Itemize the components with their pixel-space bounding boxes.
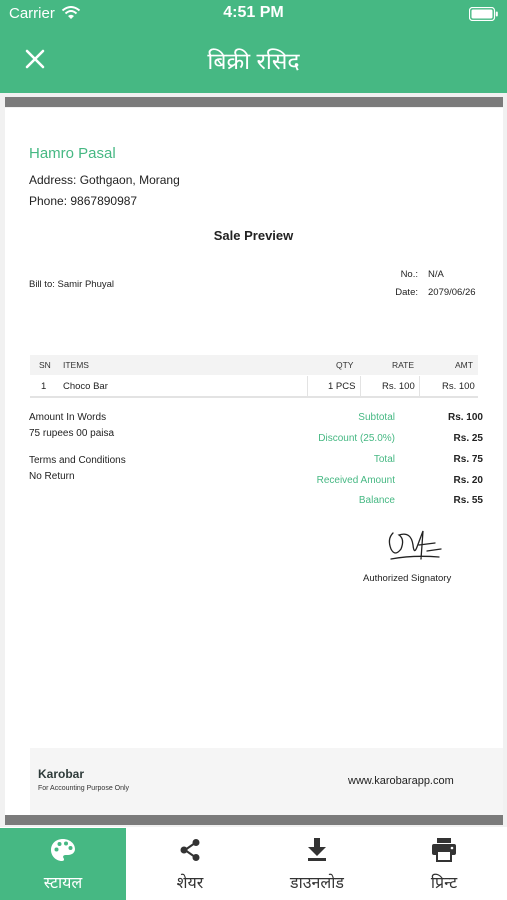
clock: 4:51 PM	[223, 4, 284, 21]
app-header	[0, 0, 507, 93]
shop-phone: Phone: 9867890987	[29, 194, 138, 208]
terms-value: No Return	[29, 471, 75, 482]
amount-in-words-label: Amount In Words	[29, 412, 107, 423]
carrier-label: Carrier	[9, 5, 55, 22]
table-row	[30, 376, 478, 398]
row-qty: 1 PCS	[328, 381, 356, 392]
tab-print[interactable]	[381, 828, 507, 900]
palette-icon	[50, 838, 76, 862]
balance-value: Rs. 55	[453, 495, 483, 506]
discount-value: Rs. 25	[453, 433, 483, 444]
balance-label: Balance	[358, 495, 395, 506]
row-item: Choco Bar	[63, 381, 108, 392]
signature-image	[383, 525, 445, 565]
share-icon	[177, 838, 203, 862]
shop-name: Hamro Pasal	[29, 145, 116, 162]
tab-share[interactable]	[127, 828, 253, 900]
tab-download-label: डाउनलोड	[290, 875, 344, 892]
bill-date-value: 2079/06/26	[428, 287, 476, 298]
col-sn: SN	[39, 360, 51, 370]
col-qty: QTY	[336, 360, 354, 370]
bill-number-value: N/A	[428, 269, 444, 280]
shop-address: Address: Gothgaon, Morang	[29, 173, 180, 187]
row-rate: Rs. 100	[382, 381, 415, 392]
bill-number-label: No.:	[400, 269, 418, 280]
total-label: Total	[373, 454, 395, 465]
row-amt: Rs. 100	[442, 381, 475, 392]
preview-title: Sale Preview	[213, 228, 294, 243]
subtotal-label: Subtotal	[358, 412, 395, 423]
tab-style[interactable]	[0, 828, 126, 900]
battery-icon	[469, 7, 499, 21]
discount-label: Discount (25.0%)	[318, 433, 395, 444]
download-icon	[304, 838, 330, 862]
col-items: ITEMS	[63, 360, 89, 370]
authorized-signatory-label: Authorized Signatory	[363, 573, 452, 584]
col-amt: AMT	[455, 360, 473, 370]
tab-print-label: प्रिन्ट	[430, 875, 458, 892]
row-sn: 1	[41, 381, 47, 392]
terms-label: Terms and Conditions	[29, 455, 126, 466]
tab-share-label: शेयर	[176, 875, 204, 892]
table-divider	[307, 376, 308, 398]
print-icon	[431, 838, 457, 862]
bill-to: Bill to: Samir Phuyal	[29, 279, 115, 290]
bottom-divider	[5, 815, 503, 825]
received-amount-value: Rs. 20	[453, 475, 483, 486]
items-table-header	[30, 355, 478, 375]
website-link: www.karobarapp.com	[348, 775, 454, 787]
tab-download[interactable]	[254, 828, 380, 900]
brand-tagline: For Accounting Purpose Only	[38, 785, 130, 792]
amount-in-words-value: 75 rupees 00 paisa	[29, 428, 115, 439]
table-divider	[419, 376, 420, 398]
bottom-tab-bar	[0, 828, 507, 900]
total-value: Rs. 75	[453, 454, 483, 465]
page-title: बिक्री रसिद	[207, 48, 300, 74]
tab-style-label: स्टायल	[43, 875, 83, 892]
top-divider	[5, 97, 503, 107]
received-amount-label: Received Amount	[316, 475, 395, 486]
status-bar	[0, 0, 507, 28]
table-divider	[360, 376, 361, 398]
brand-logo: Karobar	[38, 767, 85, 781]
bill-date-label: Date:	[395, 287, 418, 298]
subtotal-value: Rs. 100	[447, 412, 483, 423]
col-rate: RATE	[392, 360, 415, 370]
